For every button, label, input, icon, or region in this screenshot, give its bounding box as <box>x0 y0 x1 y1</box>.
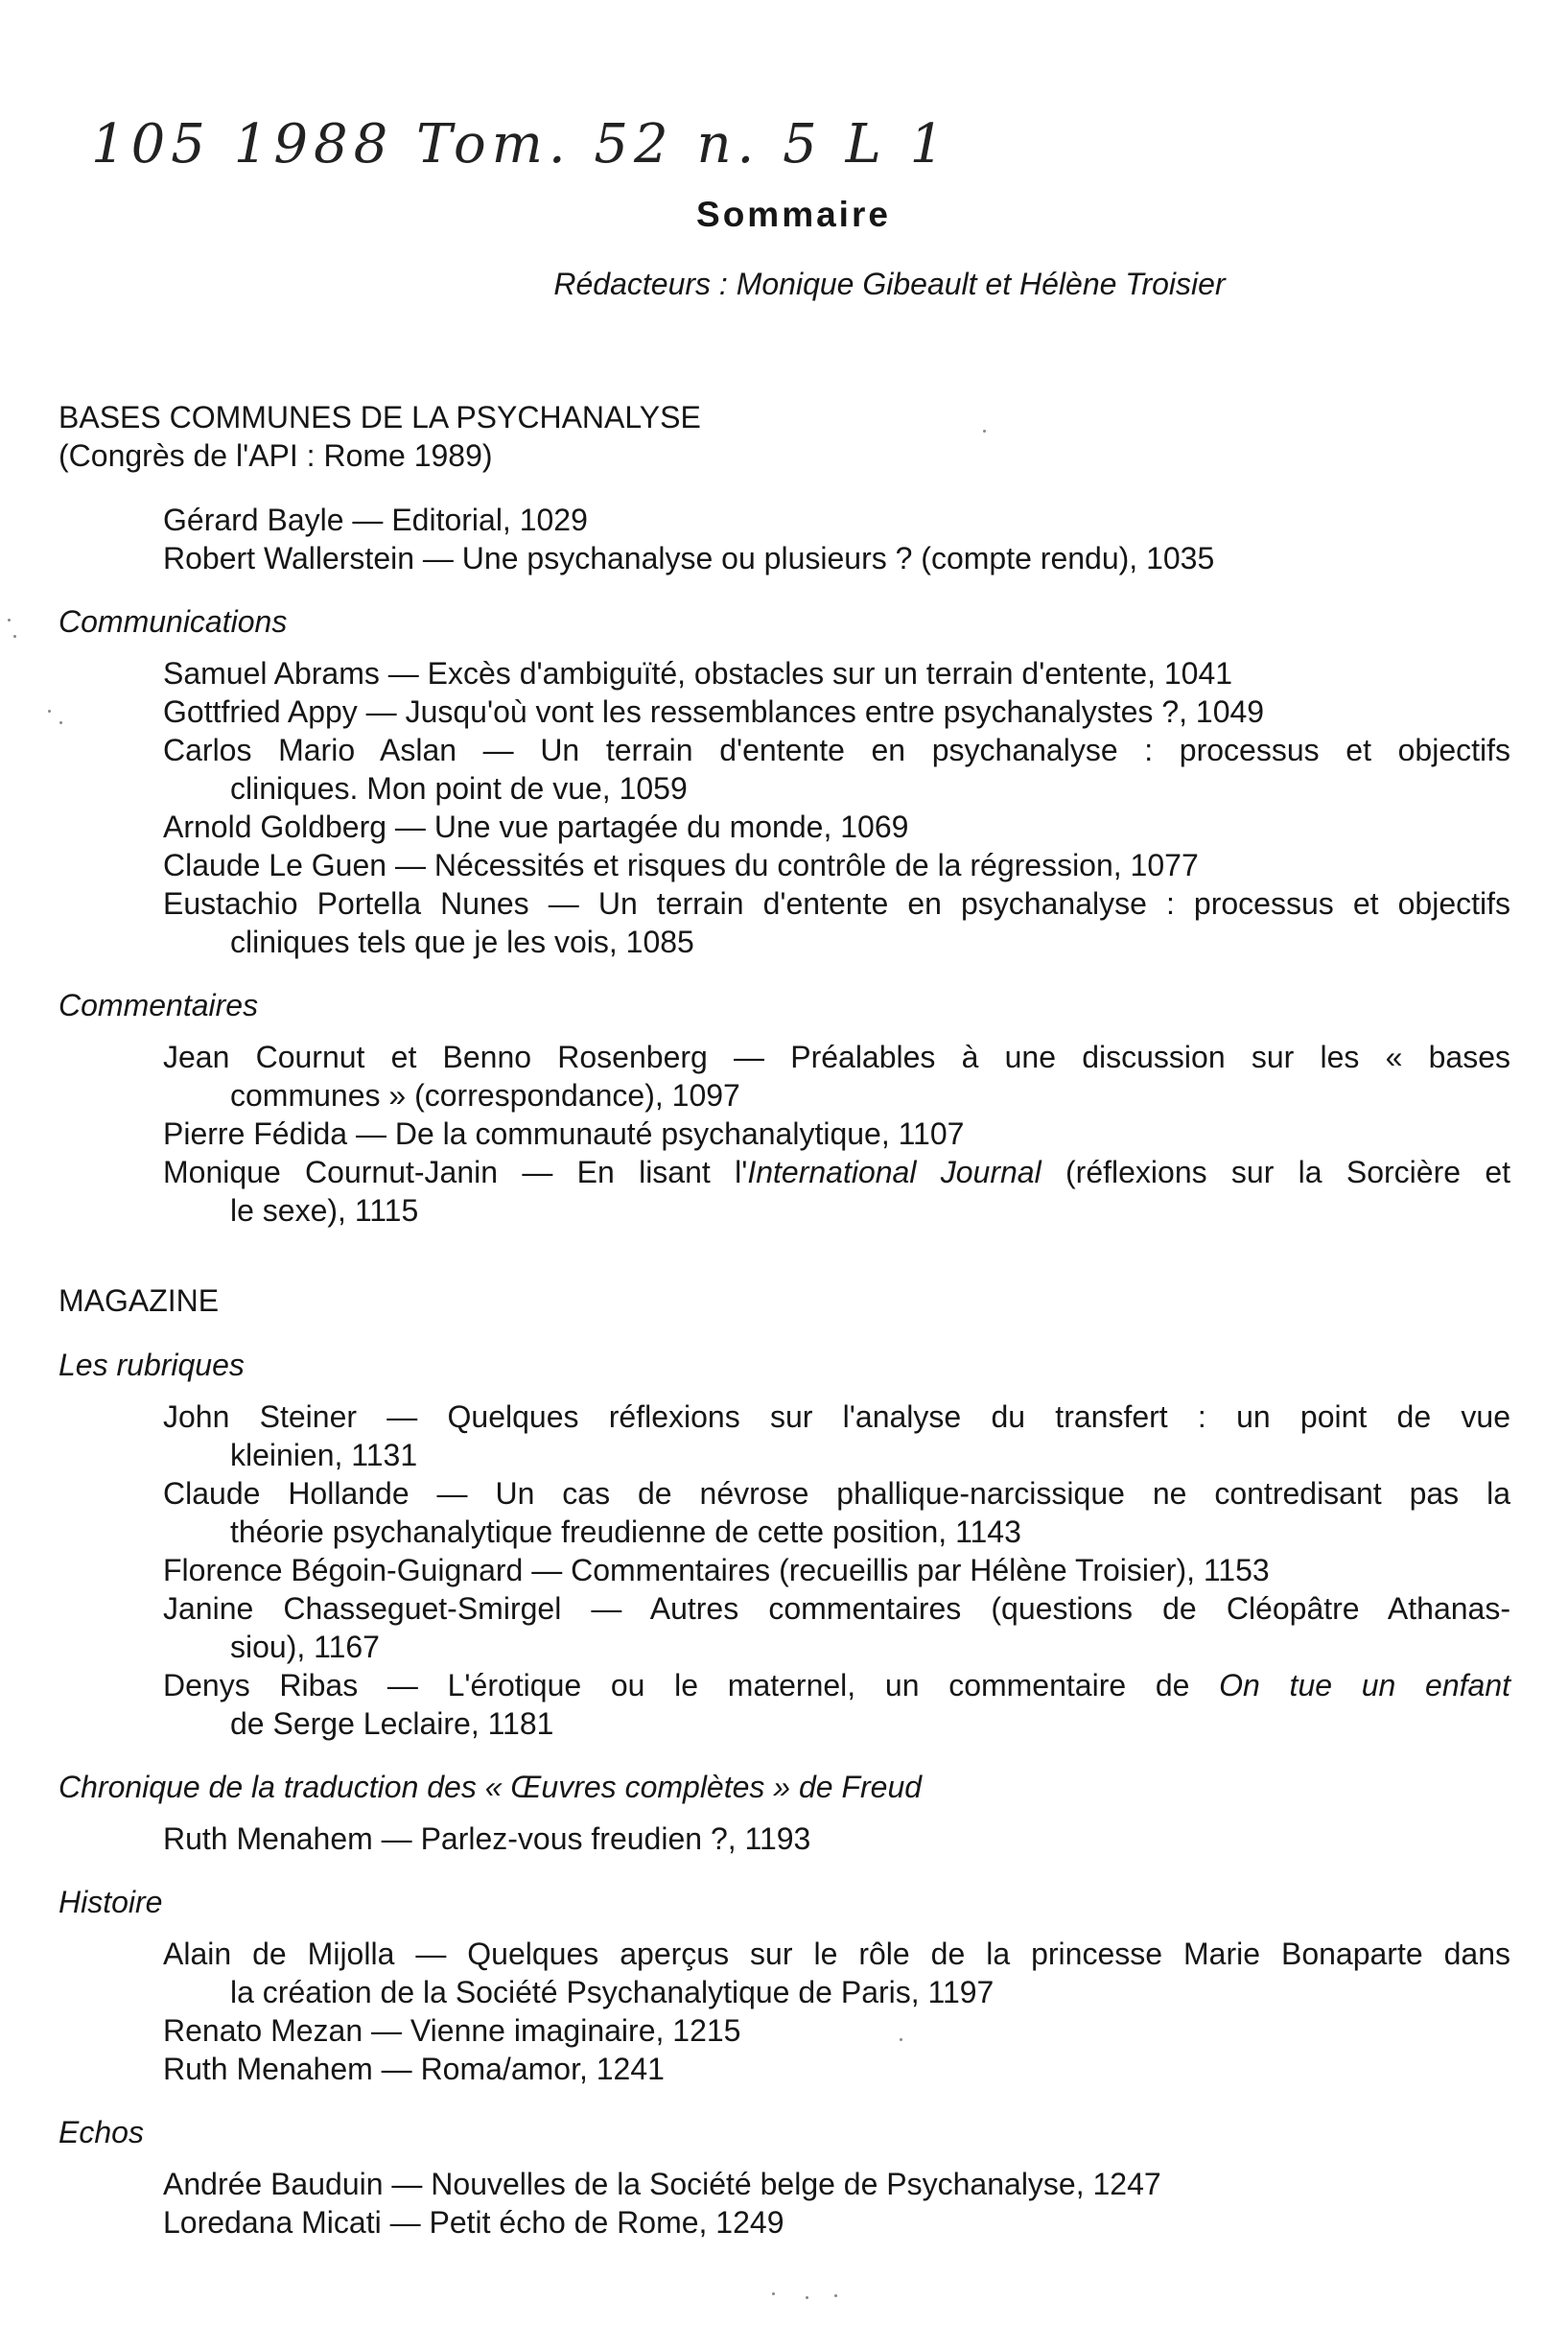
toc-entry: Renato Mezan — Vienne imaginaire, 1215 <box>163 2013 741 2048</box>
toc-entry: Denys Ribas — L'érotique ou le maternel, un commentaire de On tue un enfant de Serge Leclaire, 1181 <box>163 1668 1511 1741</box>
toc-entry: Samuel Abrams — Excès d'ambiguïté, obstacles sur un terrain d'entente, 1041 <box>163 656 1233 691</box>
toc-entry: Gérard Bayle — Editorial, 1029 <box>163 503 588 537</box>
handwritten-note: 105 1988 Tom. 52 n. 5 L 1 <box>91 113 950 176</box>
toc-entry: Florence Bégoin-Guignard — Commentaires (recueillis par Hélène Troisier), 1153 <box>163 1553 1270 1587</box>
subsection-heading-chronique: Chronique de la traduction des « Œuvres complètes » de Freud <box>59 1770 923 1804</box>
page-title: Sommaire <box>696 195 891 234</box>
toc-entry: John Steiner — Quelques réflexions sur l'analyse du transfert : un point de vue kleinien, 1131 <box>163 1399 1510 1472</box>
section-subheading-congres: (Congrès de l'API : Rome 1989) <box>59 438 493 473</box>
subsection-heading-commentaires: Commentaires <box>59 988 259 1022</box>
toc-entry: Alain de Mijolla — Quelques aperçus sur le rôle de la princesse Marie Bonaparte dans la création de la Société Psychanalytique de Paris, 1197 <box>163 1937 1510 2009</box>
toc-entry: Gottfried Appy — Jusqu'où vont les ressemblances entre psychanalystes ?, 1049 <box>163 694 1265 729</box>
toc-entry: Jean Cournut et Benno Rosenberg — Préalables à une discussion sur les « bases communes » (correspondance), 1097 <box>163 1040 1510 1113</box>
toc-entry: Andrée Bauduin — Nouvelles de la Société belge de Psychanalyse, 1247 <box>163 2167 1161 2201</box>
toc-entry: Monique Cournut-Janin — En lisant l'International Journal (réflexions sur la Sorcière et le sexe), 1115 <box>163 1155 1511 1228</box>
toc-entry: Robert Wallerstein — Une psychanalyse ou plusieurs ? (compte rendu), 1035 <box>163 541 1215 575</box>
toc-entry: Carlos Mario Aslan — Un terrain d'entente en psychanalyse : processus et objectifs cliniques. Mon point de vue, 1059 <box>163 733 1510 806</box>
subsection-heading-echos: Echos <box>59 2115 144 2149</box>
section-heading-bases-communes: BASES COMMUNES DE LA PSYCHANALYSE <box>59 400 701 434</box>
subsection-heading-rubriques: Les rubriques <box>59 1348 245 1382</box>
toc-entry: Ruth Menahem — Parlez-vous freudien ?, 1193 <box>163 1821 811 1856</box>
toc-entry: Claude Hollande — Un cas de névrose phallique-narcissique ne contredisant pas la théorie psychanalytique freudienne de cette position, 1143 <box>163 1476 1510 1549</box>
editors-line: Rédacteurs : Monique Gibeault et Hélène Troisier <box>553 267 1226 301</box>
toc-entry: Loredana Micati — Petit écho de Rome, 1249 <box>163 2205 784 2240</box>
toc-entry: Arnold Goldberg — Une vue partagée du monde, 1069 <box>163 810 909 844</box>
toc-entry: Janine Chasseguet-Smirgel — Autres commentaires (questions de Cléopâtre Athanas- siou), 1167 <box>163 1591 1510 1664</box>
toc-entry: Ruth Menahem — Roma/amor, 1241 <box>163 2052 665 2086</box>
toc-entry: Eustachio Portella Nunes — Un terrain d'entente en psychanalyse : processus et objectifs cliniques tels que je les vois, 1085 <box>163 886 1510 959</box>
toc-entry: Pierre Fédida — De la communauté psychanalytique, 1107 <box>163 1116 965 1151</box>
section-heading-magazine: MAGAZINE <box>59 1283 220 1318</box>
subsection-heading-histoire: Histoire <box>59 1885 163 1919</box>
subsection-heading-communications: Communications <box>59 604 288 639</box>
toc-entry: Claude Le Guen — Nécessités et risques du contrôle de la régression, 1077 <box>163 848 1199 882</box>
